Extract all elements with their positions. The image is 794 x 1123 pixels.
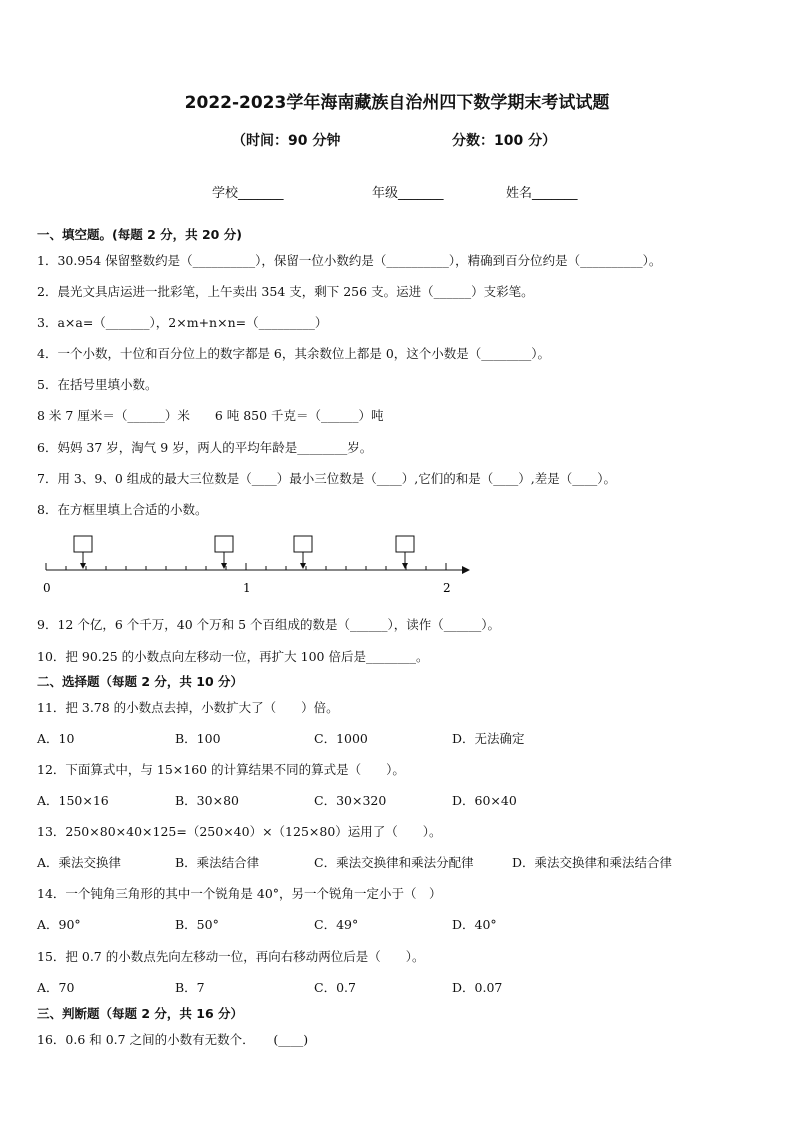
answer-box <box>294 536 312 552</box>
option-c: C．0.7 <box>314 980 356 995</box>
option-a: A．乘法交换律 <box>37 855 122 870</box>
option-c: C．30×320 <box>314 793 387 808</box>
question-2: 2．晨光文具店运进一批彩笔，上午卖出 354 支，剩下 256 支。运进（______）支彩笔。 <box>37 284 534 299</box>
question-1: 1．30.954 保留整数约是（__________），保留一位小数约是（__________），精确到百分位约是（__________）。 <box>37 253 662 268</box>
arrow-head <box>300 563 306 569</box>
option-d: D．乘法交换律和乘法结合律 <box>512 855 673 870</box>
option-b: B．乘法结合律 <box>175 855 260 870</box>
option-b: B．50° <box>175 917 219 932</box>
option-a: A．90° <box>37 917 81 932</box>
answer-boxes <box>74 536 414 566</box>
option-a: A．150×16 <box>37 793 109 808</box>
question-16: 16．0.6 和 0.7 之间的小数有无数个． (____) <box>37 1032 309 1047</box>
grade-field: 年级_______ <box>372 186 444 201</box>
question-12: 12．下面算式中，与 15×160 的计算结果不同的算式是（ ）。 <box>37 762 405 777</box>
number-line-figure <box>30 530 480 600</box>
question-15: 15．把 0.7 的小数点先向左移动一位，再向右移动两位后是（ ）。 <box>37 949 425 964</box>
tick-label-2: 2 <box>443 581 451 595</box>
time-label: （时间：90 分钟 <box>232 133 341 149</box>
question-4: 4．一个小数，十位和百分位上的数字都是 6，其余数位上都是 0，这个小数是（________）。 <box>37 346 551 361</box>
answer-box <box>74 536 92 552</box>
question-13: 13．250×80×40×125=（250×40）×（125×80）运用了（ ）。 <box>37 824 442 839</box>
question-5-items: 8 米 7 厘米＝（______）米 6 吨 850 千克＝（______）吨 <box>37 408 384 423</box>
question-7: 7．用 3、9、0 组成的最大三位数是（____）最小三位数是（____）,它们的和是（____）,差是（____）。 <box>37 471 616 486</box>
question-10: 10．把 90.25 的小数点向左移动一位，再扩大 100 倍后是________。 <box>37 649 429 664</box>
option-b: B．100 <box>175 731 221 746</box>
score-label: 分数：100 分） <box>452 133 557 149</box>
number-line-ticks <box>46 563 446 570</box>
option-c: C．乘法交换律和乘法分配律 <box>314 855 474 870</box>
section2-heading: 二、选择题（每题 2 分，共 10 分） <box>37 674 244 689</box>
name-field: 姓名_______ <box>506 186 578 201</box>
option-d: D．0.07 <box>452 980 503 995</box>
question-11: 11．把 3.78 的小数点去掉，小数扩大了（ ）倍。 <box>37 700 339 715</box>
school-field: 学校_______ <box>212 186 284 201</box>
arrow-head <box>80 563 86 569</box>
option-a: A．70 <box>37 980 75 995</box>
option-a: A．10 <box>37 731 75 746</box>
question-8: 8．在方框里填上合适的小数。 <box>37 502 208 517</box>
exam-title: 2022-2023学年海南藏族自治州四下数学期末考试试题 <box>184 93 610 113</box>
option-b: B．30×80 <box>175 793 239 808</box>
option-d: D．40° <box>452 917 497 932</box>
option-d: D．60×40 <box>452 793 517 808</box>
question-3: 3．a×a=（_______），2×m+n×n=（_________） <box>37 315 328 330</box>
option-c: C．49° <box>314 917 359 932</box>
option-d: D．无法确定 <box>452 731 525 746</box>
option-c: C．1000 <box>314 731 368 746</box>
answer-box <box>215 536 233 552</box>
section3-heading: 三、判断题（每题 2 分，共 16 分） <box>37 1006 244 1021</box>
question-5: 5．在括号里填小数。 <box>37 377 158 392</box>
tick-label-0: 0 <box>43 581 51 595</box>
option-b: B．7 <box>175 980 205 995</box>
section1-heading: 一、填空题。(每题 2 分，共 20 分) <box>37 227 242 242</box>
question-14: 14．一个钝角三角形的其中一个锐角是 40°，另一个锐角一定小于（ ） <box>37 886 442 901</box>
tick-label-1: 1 <box>243 581 251 595</box>
question-9: 9．12 个亿，6 个千万，40 个万和 5 个百组成的数是（______），读作（______）。 <box>37 617 501 632</box>
axis-arrow <box>462 566 470 574</box>
answer-box <box>396 536 414 552</box>
question-6: 6．妈妈 37 岁，淘气 9 岁，两人的平均年龄是________岁。 <box>37 440 373 455</box>
arrow-head <box>402 563 408 569</box>
